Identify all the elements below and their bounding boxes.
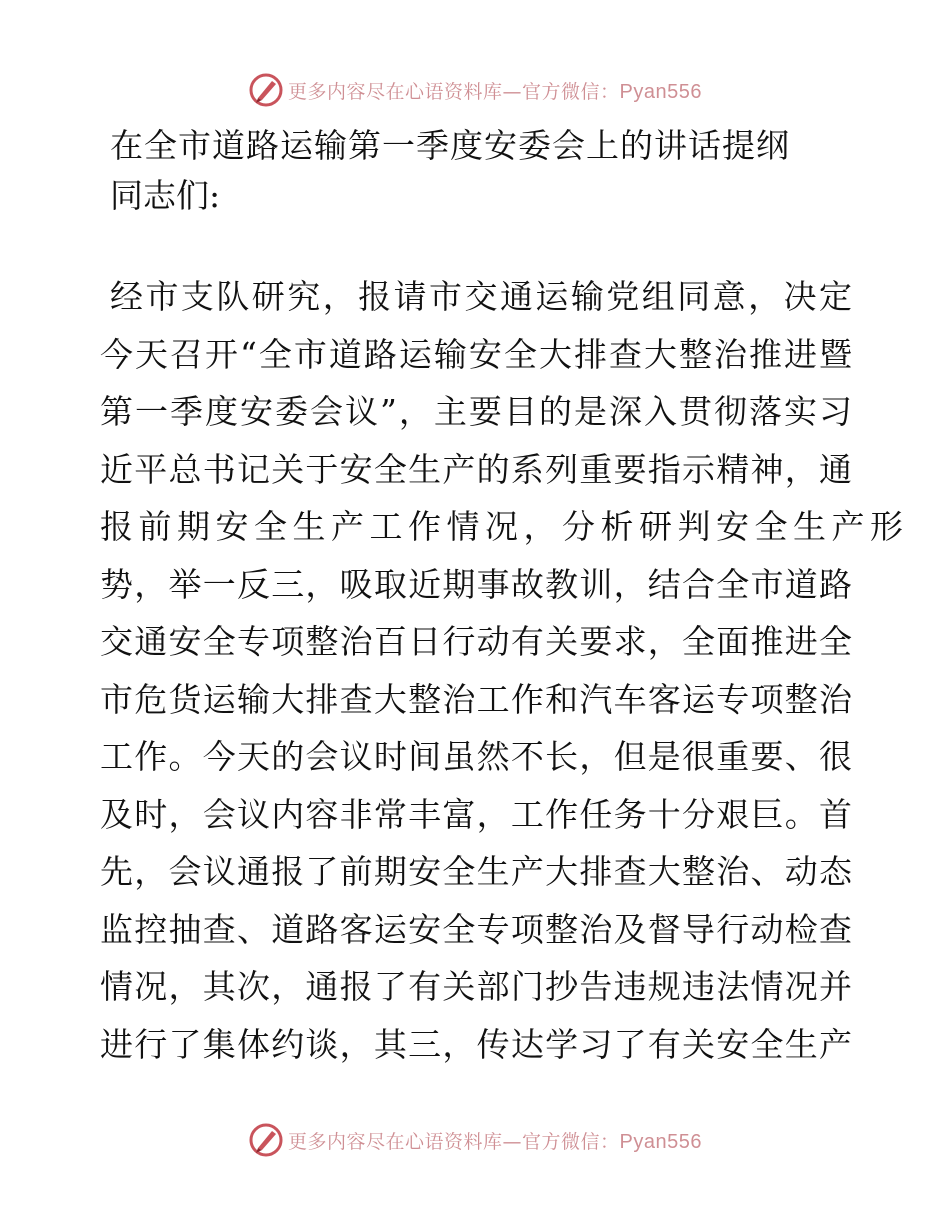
body-line: 经市支队研究，报请市交通运输党组同意，决定 xyxy=(110,277,852,316)
body-line: 工作。今天的会议时间虽然不长，但是很重要、很 xyxy=(100,737,852,776)
body-line: 及时，会议内容非常丰富，工作任务十分艰巨。首 xyxy=(100,794,852,834)
watermark-text: 更多内容尽在心语资料库—官方微信：Pyan556 xyxy=(288,1130,702,1153)
body-line: 今天召开“全市道路运输安全大排查大整治推进暨 xyxy=(100,334,852,374)
body-paragraph xyxy=(100,268,909,1073)
document-title: 在全市道路运输第一季度安委会上的讲话提纲 xyxy=(110,126,790,165)
salutation: 同志们: xyxy=(110,176,221,215)
watermark-text: 更多内容尽在心语资料库—官方微信：Pyan556 xyxy=(288,80,702,103)
body-line: 势，举一反三，吸取近期事故教训，结合全市道路 xyxy=(100,564,852,604)
pen-circle-logo-icon xyxy=(248,1122,284,1158)
body-line: 市危货运输大排查大整治工作和汽车客运专项整治 xyxy=(100,679,852,719)
wechat-id: Pyan556 xyxy=(619,1130,702,1153)
body-line: 进行了集体约谈，其三，传达学习了有关安全生产 xyxy=(100,1024,852,1064)
body-line: 报前期安全生产工作情况，分析研判安全生产形 xyxy=(100,507,909,546)
body-line: 近平总书记关于安全生产的系列重要指示精神，通 xyxy=(100,449,852,489)
footer-watermark xyxy=(0,1120,950,1160)
wechat-id: Pyan556 xyxy=(619,80,702,103)
pen-circle-logo-icon xyxy=(248,72,284,108)
body-line: 交通安全专项整治百日行动有关要求，全面推进全 xyxy=(100,622,852,661)
body-line: 监控抽查、道路客运安全专项整治及督导行动检查 xyxy=(100,909,852,949)
header-watermark xyxy=(0,70,950,110)
body-line: 第一季度安委会议”，主要目的是深入贯彻落实习 xyxy=(100,392,852,431)
body-line: 情况，其次，通报了有关部门抄告违规违法情况并 xyxy=(100,967,852,1006)
body-line: 先，会议通报了前期安全生产大排查大整治、动态 xyxy=(100,852,852,891)
